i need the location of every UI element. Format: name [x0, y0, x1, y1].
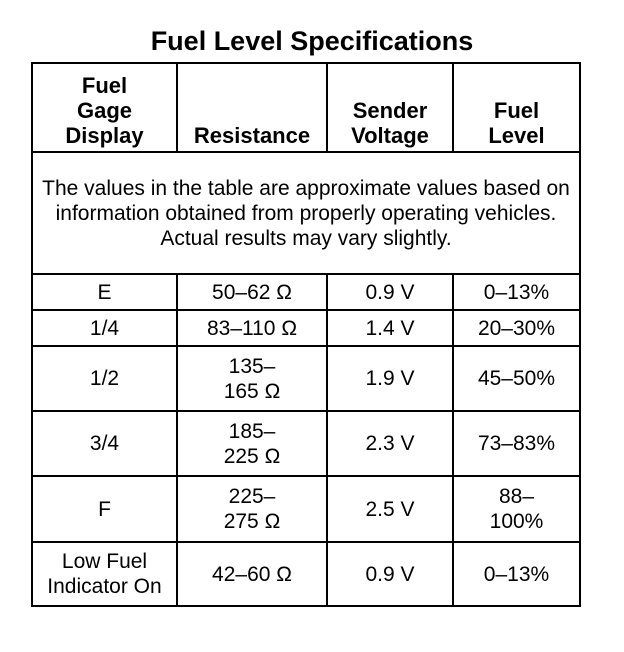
cell-level: 45–50%: [453, 346, 580, 411]
header-fuel-level: Fuel Level: [453, 63, 580, 152]
cell-resistance: 83–110 Ω: [177, 310, 327, 346]
table-note: The values in the table are approximate values based on information obtained from properly operating vehicles. Actual results may vary slightly.: [32, 152, 580, 274]
header-fuel-gage-display: Fuel Gage Display: [32, 63, 177, 152]
cell-resistance: 50–62 Ω: [177, 274, 327, 310]
cell-voltage: 1.4 V: [327, 310, 453, 346]
note-row: [32, 152, 580, 274]
table-header-row: [32, 63, 580, 152]
cell-voltage: 1.9 V: [327, 346, 453, 411]
fuel-level-spec-table: [31, 62, 581, 607]
cell-level: 73–83%: [453, 411, 580, 476]
table-row: [32, 274, 580, 310]
cell-voltage: 0.9 V: [327, 542, 453, 606]
table-row: [32, 411, 580, 476]
cell-display: F: [32, 476, 177, 542]
header-resistance: Resistance: [177, 63, 327, 152]
cell-voltage: 2.3 V: [327, 411, 453, 476]
cell-resistance: 225– 275 Ω: [177, 476, 327, 542]
table-row: [32, 310, 580, 346]
cell-display: Low Fuel Indicator On: [32, 542, 177, 606]
table-row: [32, 542, 580, 606]
cell-level: 0–13%: [453, 542, 580, 606]
cell-voltage: 0.9 V: [327, 274, 453, 310]
cell-display: E: [32, 274, 177, 310]
cell-resistance: 42–60 Ω: [177, 542, 327, 606]
cell-display: 1/2: [32, 346, 177, 411]
table-row: [32, 346, 580, 411]
cell-level: 0–13%: [453, 274, 580, 310]
cell-display: 1/4: [32, 310, 177, 346]
page-title: Fuel Level Specifications: [150, 26, 474, 56]
cell-resistance: 135– 165 Ω: [177, 346, 327, 411]
cell-voltage: 2.5 V: [327, 476, 453, 542]
cell-display: 3/4: [32, 411, 177, 476]
cell-level: 88– 100%: [453, 476, 580, 542]
table-row: [32, 476, 580, 542]
cell-resistance: 185– 225 Ω: [177, 411, 327, 476]
cell-level: 20–30%: [453, 310, 580, 346]
header-sender-voltage: Sender Voltage: [327, 63, 453, 152]
